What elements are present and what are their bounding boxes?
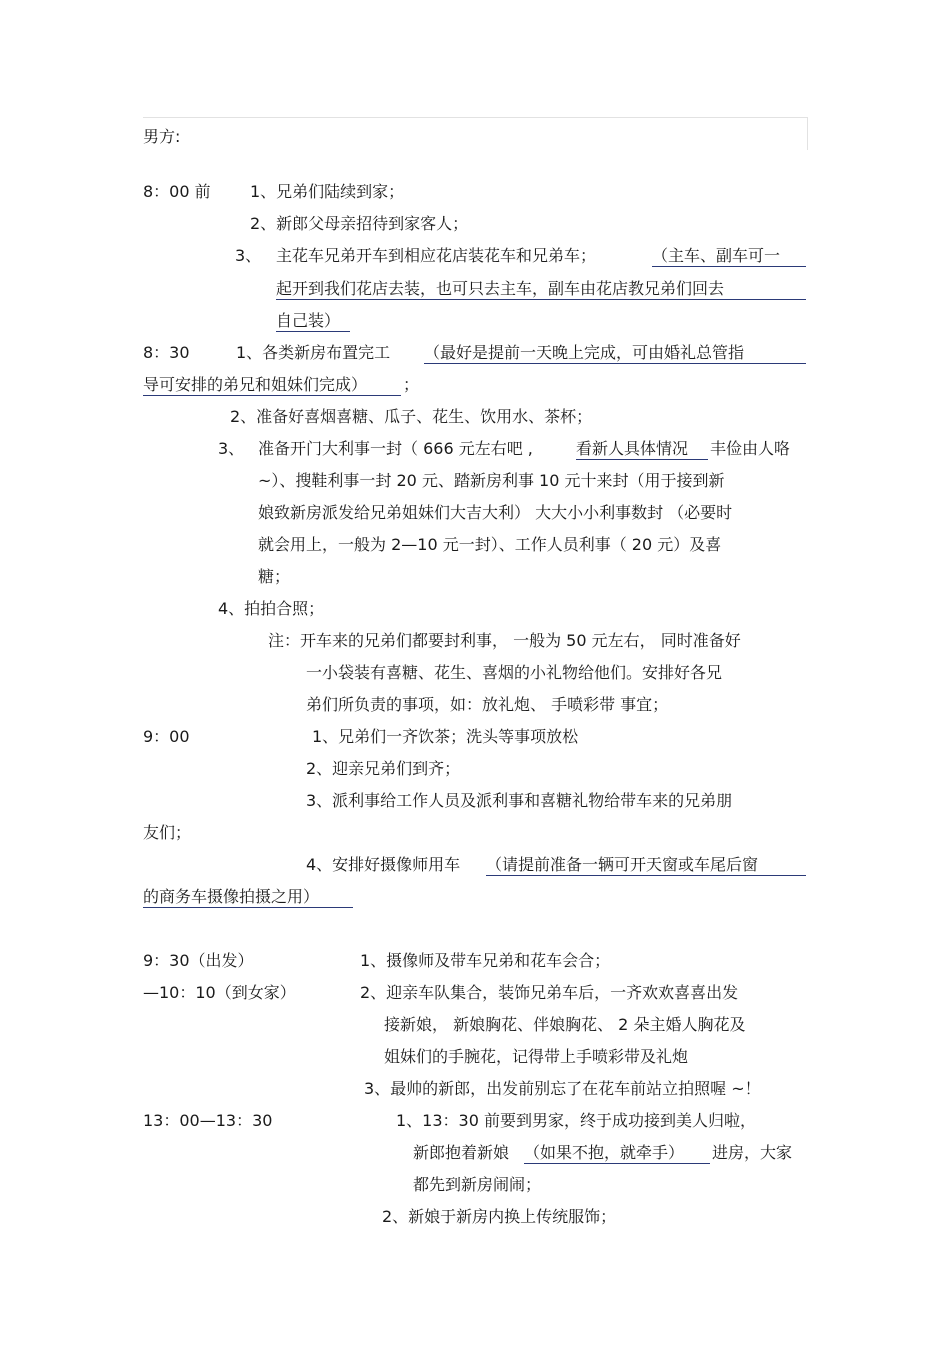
item-830-1-note-cont: 导可安排的弟兄和姐妹们完成） xyxy=(143,375,401,396)
time-900: 9：00 xyxy=(143,727,190,746)
item-830-3-line4: 就会用上，一般为 2—10 元一封）、工作人员利事（ 20 元）及喜 xyxy=(258,535,722,554)
item-1300-1-line2a: 新郎抱着新娘 xyxy=(413,1143,510,1162)
item-900-4-note-cont: 的商务车摄像拍摄之用） xyxy=(143,887,353,908)
time-1010: —10：10（到女家） xyxy=(143,983,296,1002)
item-830-3-line2: ~）、搜鞋利事一封 20 元、踏新房利事 10 元十来封（用于接到新 xyxy=(258,471,725,490)
item-1010-2-line2: 接新娘， 新娘胸花、伴娘胸花、 2 朵主婚人胸花及 xyxy=(384,1015,746,1034)
item-800-3-num: 3、 xyxy=(235,246,262,265)
item-1010-2: 2、迎亲车队集合，装饰兄弟车后，一齐欢欢喜喜出发 xyxy=(360,983,739,1002)
item-900-2: 2、迎亲兄弟们到齐； xyxy=(306,759,461,778)
header-frame xyxy=(143,117,808,150)
item-830-3-line3: 娘致新房派发给兄弟姐妹们大吉大利） 大大小小利事数封 （必要时 xyxy=(258,503,733,522)
time-830: 8：30 xyxy=(143,343,190,362)
item-830-1-note: （最好是提前一天晚上完成，可由婚礼总管指 xyxy=(424,343,806,364)
header-label: 男方: xyxy=(143,127,181,146)
note-line-1: 注：开车来的兄弟们都要封利事， 一般为 50 元左右， 同时准备好 xyxy=(268,631,741,650)
item-800-1: 1、兄弟们陆续到家； xyxy=(250,182,405,201)
note-line-3: 弟们所负责的事项，如：放礼炮、 手喷彩带 事宜； xyxy=(306,695,669,714)
item-930-1: 1、摄像师及带车兄弟和花车会合； xyxy=(360,951,611,970)
item-830-1: 1、各类新房布置完工 xyxy=(236,343,391,362)
item-900-3-cont: 友们； xyxy=(143,823,192,842)
note-line-2: 一小袋装有喜糖、花生、喜烟的小礼物给他们。安排好各兄 xyxy=(306,663,723,682)
item-1010-2-line3: 姐妹们的手腕花，记得带上手喷彩带及礼炮 xyxy=(384,1047,689,1066)
item-800-2: 2、新郎父母亲招待到家客人； xyxy=(250,214,469,233)
item-800-3-note: （主车、副车可一 xyxy=(652,246,806,267)
item-830-3-text-b: 丰俭由人咯 xyxy=(710,439,791,458)
time-800: 8：00 前 xyxy=(143,182,211,201)
item-830-2: 2、准备好喜烟喜糖、瓜子、花生、饮用水、茶杯； xyxy=(230,407,593,426)
item-1300-1-note: （如果不抱，就牵手） xyxy=(524,1143,710,1164)
item-1300-1: 1、13：30 前要到男家，终于成功接到美人归啦， xyxy=(396,1111,756,1130)
item-830-4: 4、拍拍合照； xyxy=(218,599,325,618)
item-900-4: 4、安排好摄像师用车 xyxy=(306,855,461,874)
item-830-3-line5: 糖； xyxy=(258,567,291,586)
item-830-3-num: 3、 xyxy=(218,439,245,458)
time-1300: 13：00—13：30 xyxy=(143,1111,273,1130)
item-830-1-end: ； xyxy=(403,375,420,394)
item-900-3: 3、派利事给工作人员及派利事和喜糖礼物给带车来的兄弟朋 xyxy=(306,791,733,810)
item-1300-1-line2b: 进房，大家 xyxy=(712,1143,793,1162)
item-1300-1-line3: 都先到新房闹闹； xyxy=(413,1175,542,1194)
item-900-1: 1、兄弟们一齐饮茶；洗头等事项放松 xyxy=(312,727,579,746)
time-930: 9：30（出发） xyxy=(143,951,254,970)
item-1300-2: 2、新娘于新房内换上传统服饰； xyxy=(382,1207,617,1226)
item-800-3-note-cont: 起开到我们花店去装，也可只去主车，副车由花店教兄弟们回去 xyxy=(276,279,806,300)
item-900-4-note: （请提前准备一辆可开天窗或车尾后窗 xyxy=(486,855,806,876)
item-800-3-text: 主花车兄弟开车到相应花店装花车和兄弟车； xyxy=(276,246,597,265)
item-830-3-underline: 看新人具体情况 xyxy=(576,439,708,460)
item-1010-3: 3、最帅的新郎，出发前别忘了在花车前站立拍照喔 ~！ xyxy=(364,1079,761,1098)
item-800-3-note-end: 自己装） xyxy=(276,311,350,332)
item-830-3-text: 准备开门大利事一封（ 666 元左右吧 , xyxy=(258,439,533,458)
